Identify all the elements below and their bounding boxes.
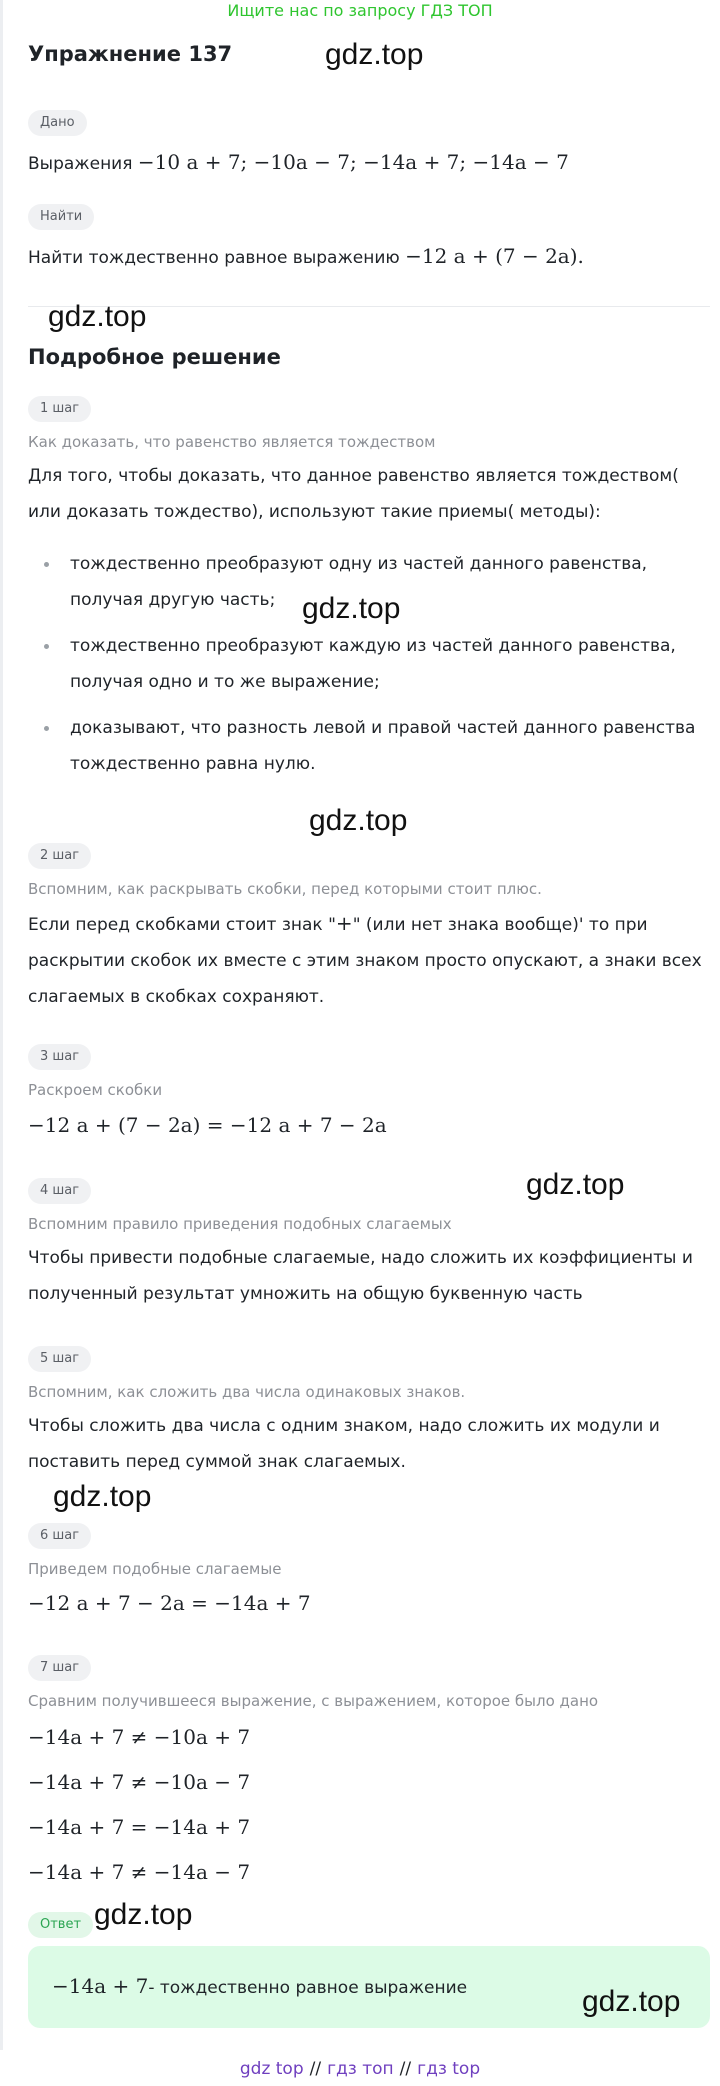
step-3-math: −12 a + (7 − 2a) = −12 a + 7 − 2a	[28, 1113, 387, 1137]
solution-title: Подробное решение	[28, 345, 281, 369]
answer-text	[52, 1968, 467, 2006]
footer-separator: //	[399, 2059, 412, 2079]
watermark: gdz.top	[309, 804, 408, 837]
answer-label: Ответ	[28, 1912, 93, 1938]
step-2-caption: Вспомним, как раскрывать скобки, перед которыми стоит плюс.	[28, 880, 542, 898]
comparison-line: −14a + 7 ≠ −10a + 7	[28, 1725, 251, 1749]
footer-link-gdz-top-mixed[interactable]: гдз top	[417, 2059, 481, 2079]
watermark: gdz.top	[582, 1985, 681, 2018]
watermark: gdz.top	[325, 38, 424, 71]
answer-expression: −14a + 7	[52, 1974, 149, 1998]
step-1-label: 1 шаг	[28, 396, 91, 422]
find-expression: −12 a + (7 − 2a).	[405, 244, 584, 268]
step-6-label: 6 шаг	[28, 1523, 91, 1549]
step-2-text-start: Если перед скобками стоит знак "	[28, 915, 336, 935]
step-5-caption: Вспомним, как сложить два числа одинаковых знаков.	[28, 1383, 466, 1401]
step-2-text-end: " (или нет знака вообще)' то при раскрытии скобок их вместе с этим знаком просто опускают, а знаки всех слагаемых в скобках сохраняют.	[28, 915, 702, 1007]
given-label: Дано	[28, 110, 87, 136]
step-3-label: 3 шаг	[28, 1044, 91, 1070]
comparison-line: −14a + 7 ≠ −10a − 7	[28, 1770, 251, 1794]
step-1-caption: Как доказать, что равенство является тождеством	[28, 433, 436, 451]
list-item: доказывают, что разность левой и правой частей данного равенства тождественно равна нулю.	[28, 710, 710, 782]
find-label: Найти	[28, 204, 94, 230]
given-text	[28, 144, 710, 182]
footer-links	[0, 2056, 720, 2082]
step-2-label: 2 шаг	[28, 843, 91, 869]
given-lead: Выражения	[28, 154, 133, 174]
step-4-text: Чтобы привести подобные слагаемые, надо сложить их коэффициенты и полученный результат умножить на общую буквенную часть	[28, 1248, 693, 1304]
step-4-label: 4 шаг	[28, 1178, 91, 1204]
step-1-methods-list	[28, 546, 710, 792]
footer-separator: //	[309, 2059, 322, 2079]
answer-caption: - тождественно равное выражение	[148, 1978, 468, 1998]
step-7-caption: Сравним получившееся выражение, с выражением, которое было дано	[28, 1692, 599, 1710]
find-text	[28, 238, 710, 276]
left-rule	[0, 0, 3, 2050]
step-5-text: Чтобы сложить два числа с одним знаком, надо сложить их модули и поставить перед суммой знак слагаемых.	[28, 1416, 660, 1472]
search-banner[interactable]: Ищите нас по запросу ГДЗ ТОП	[227, 1, 493, 20]
watermark: gdz.top	[302, 592, 401, 625]
comparison-line: −14a + 7 ≠ −14a − 7	[28, 1860, 251, 1884]
find-lead: Найти тождественно равное выражению	[28, 248, 400, 268]
footer-link-gdz-top[interactable]: gdz top	[239, 2059, 304, 2079]
watermark: gdz.top	[94, 1898, 193, 1931]
step-6-caption: Приведем подобные слагаемые	[28, 1560, 282, 1578]
list-item: тождественно преобразуют каждую из частей данного равенства, получая одно и то же выражение;	[28, 628, 710, 700]
step-4-caption: Вспомним правило приведения подобных слагаемых	[28, 1215, 452, 1233]
step-6-math: −12 a + 7 − 2a = −14a + 7	[28, 1591, 311, 1615]
step-1-text: Для того, чтобы доказать, что данное равенство является тождеством( или доказать тождество), используют такие приемы( методы):	[28, 466, 679, 522]
step-3-caption: Раскроем скобки	[28, 1081, 163, 1099]
footer-link-gdz-top-cyrillic[interactable]: гдз топ	[327, 2059, 394, 2079]
step-5-label: 5 шаг	[28, 1346, 91, 1372]
step-2-text	[28, 905, 710, 1015]
page-title: Упражнение 137	[28, 42, 233, 66]
comparison-line: −14a + 7 = −14a + 7	[28, 1815, 251, 1839]
given-expressions: −10 a + 7; −10a − 7; −14a + 7; −14a − 7	[137, 150, 569, 174]
plus-sign: +	[335, 911, 353, 935]
list-item: тождественно преобразуют одну из частей данного равенства, получая другую часть;	[28, 546, 710, 618]
step-7-label: 7 шаг	[28, 1655, 91, 1681]
watermark: gdz.top	[48, 300, 147, 333]
watermark: gdz.top	[526, 1168, 625, 1201]
watermark: gdz.top	[53, 1480, 152, 1513]
